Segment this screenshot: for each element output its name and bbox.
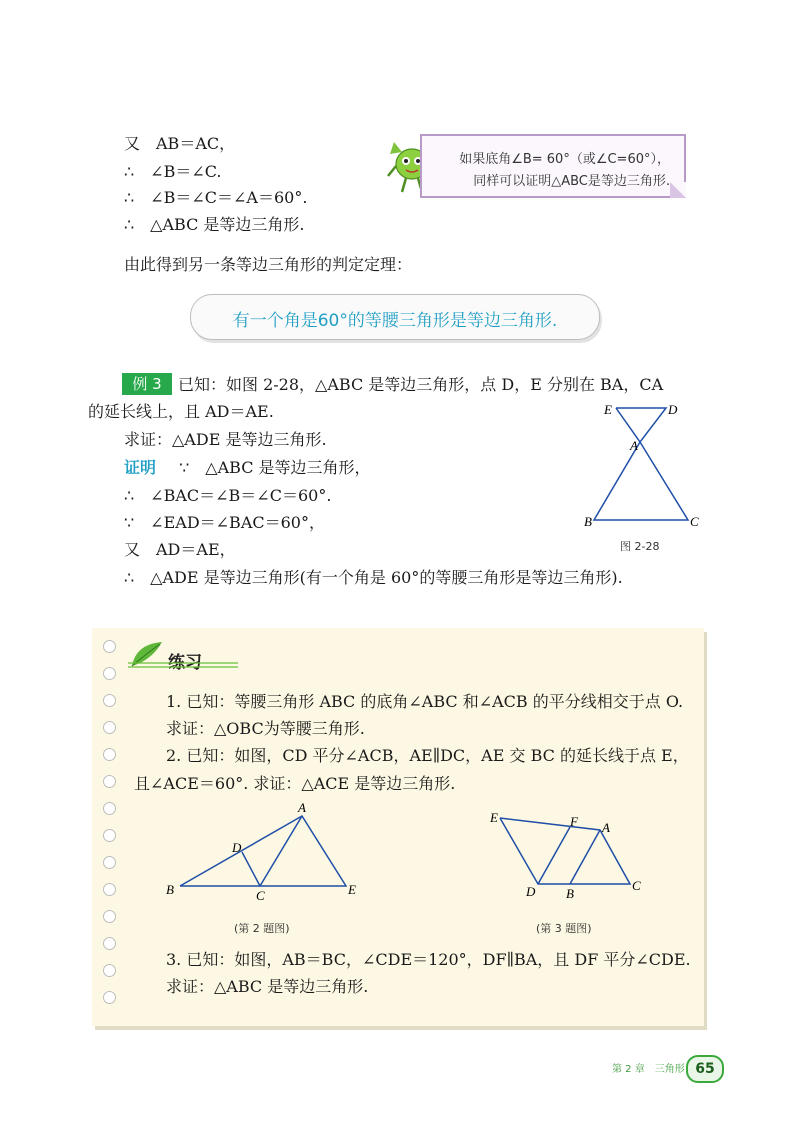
binder-ring [103, 775, 116, 788]
binder-ring [103, 856, 116, 869]
fig-label-e: E [604, 402, 612, 417]
q3-label-a: A [602, 820, 610, 835]
chapter-label: 第 2 章 三角形 [612, 1064, 685, 1075]
fig-label-b: B [584, 514, 592, 529]
example-line-4: ∵ △ABC 是等边三角形， [179, 458, 371, 477]
theorem-box [190, 294, 600, 340]
q2-label-d: D [232, 840, 242, 855]
binder-ring [103, 964, 116, 977]
example-line-8: ∴ △ADE 是等边三角形(有一个角是 60°的等腰三角形是等边三角形). [124, 568, 623, 587]
fig-label-c: C [690, 514, 699, 529]
q3-label-d: D [526, 884, 536, 899]
binder-ring [103, 640, 116, 653]
binder-ring [103, 937, 116, 950]
tip-line-1: 如果底角∠B= 60°（或∠C=60°）， [459, 152, 670, 167]
binder-ring [103, 748, 116, 761]
proof-line-3: ∴ ∠B＝∠C＝∠A＝60°. [124, 188, 308, 207]
fig-label-a: A [630, 438, 638, 453]
proof-block [124, 458, 371, 478]
exercise-title: 练习 [168, 653, 202, 673]
tip-box [420, 134, 686, 198]
example-line-7: 又 AD＝AE， [124, 540, 236, 559]
figure-2-28 [580, 400, 710, 560]
page-number: 65 [686, 1055, 724, 1083]
q2-label-b: B [166, 882, 174, 897]
q3-line-2: 求证：△ABC 是等边三角形. [166, 977, 369, 996]
example-line-5: ∴ ∠BAC＝∠B＝∠C＝60°. [124, 486, 332, 505]
binder-ring [103, 829, 116, 842]
q3-line-1: 3. 已知：如图，AB＝BC，∠CDE＝120°，DF∥BA，且 DF 平分∠CDE. [166, 950, 691, 969]
q2-line-2: 且∠ACE＝60°. 求证：△ACE 是等边三角形. [134, 774, 456, 793]
proof-label: 证明 [124, 458, 157, 477]
q2-line-1: 2. 已知：如图，CD 平分∠ACB，AE∥DC，AE 交 BC 的延长线于点 E， [166, 746, 689, 765]
q2-label-e: E [348, 882, 356, 897]
q3-label-b: B [566, 886, 574, 901]
example-tag: 例 3 [122, 373, 172, 395]
binder-ring [103, 991, 116, 1004]
binder-ring [103, 883, 116, 896]
q2-label-a: A [298, 800, 306, 815]
intro-text: 由此得到另一条等边三角形的判定定理： [124, 255, 413, 274]
example-line-3: 求证：△ADE 是等边三角形. [124, 430, 327, 449]
binder-ring [103, 721, 116, 734]
q3-label-e: E [490, 810, 498, 825]
q1-line-2: 求证：△OBC为等腰三角形. [166, 719, 365, 738]
example-line-6: ∵ ∠EAD＝∠BAC＝60°， [124, 513, 325, 532]
example-line-2: 的延长线上，且 AD＝AE. [88, 402, 274, 421]
binder-ring [103, 694, 116, 707]
q3-label-c: C [632, 878, 641, 893]
fig3-caption: (第 3 题图) [536, 922, 592, 935]
proof-line-1: 又 AB＝AC， [124, 134, 236, 153]
binder-ring [103, 667, 116, 680]
fig2-caption: (第 2 题图) [234, 922, 290, 935]
proof-line-2: ∴ ∠B＝∠C. [124, 162, 222, 181]
proof-line-4: ∴ △ABC 是等边三角形. [124, 215, 305, 234]
q3-label-f: F [570, 814, 578, 829]
binder-ring [103, 910, 116, 923]
page-fold [670, 182, 686, 198]
fig-label-d: D [668, 402, 678, 417]
fig-caption: 图 2-28 [620, 540, 660, 553]
binder-ring [103, 802, 116, 815]
figure-q2 [160, 800, 370, 900]
tip-line-2: 同样可以证明△ABC是等边三角形. [473, 174, 670, 189]
example-line-1: 已知：如图 2-28，△ABC 是等边三角形，点 D，E 分别在 BA，CA [178, 375, 664, 394]
title-underline [128, 660, 238, 670]
q2-label-c: C [256, 888, 265, 900]
theorem-text: 有一个角是60°的等腰三角形是等边三角形. [232, 311, 558, 331]
figure-q3 [486, 806, 646, 902]
q1-line-1: 1. 已知：等腰三角形 ABC 的底角∠ABC 和∠ACB 的平分线相交于点 O. [166, 692, 684, 711]
